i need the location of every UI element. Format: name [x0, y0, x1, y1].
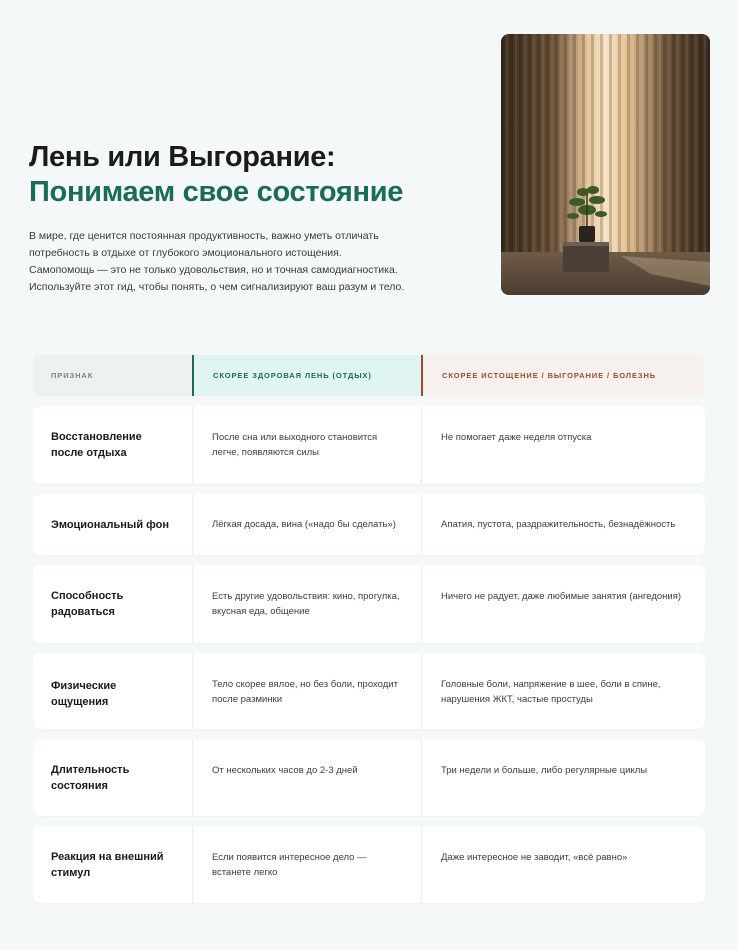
sign-cell: Восстановление после отдыха — [51, 431, 142, 459]
laziness-cell: От нескольких часов до 2-3 дней — [192, 739, 421, 816]
laziness-cell: Есть другие удовольствия: кино, прогулка, вкусная еда, общение — [192, 565, 421, 643]
sign-cell: Эмоциональный фон — [51, 518, 169, 531]
intro-line: Самопомощь — это не только удовольствия, но и точная самодиагностика. — [29, 264, 398, 276]
sign-cell: Физические ощущения — [51, 680, 117, 708]
laziness-cell: Лёгкая досада, вина («надо бы сделать») — [192, 494, 421, 555]
intro-paragraph — [29, 228, 429, 296]
page-subtitle: Понимаем свое состояние — [29, 176, 404, 208]
table-row — [33, 565, 705, 643]
column-header-burnout: СКОРЕЕ ИСТОЩЕНИЕ / ВЫГОРАНИЕ / БОЛЕЗНЬ — [421, 355, 705, 396]
table-row — [33, 406, 705, 484]
table-row — [33, 826, 705, 903]
laziness-cell: После сна или выходного становится легче, появляются силы — [192, 406, 421, 484]
burnout-cell: Три недели и больше, либо регулярные циклы — [421, 739, 705, 816]
page-title: Лень или Выгорание: — [29, 141, 336, 173]
sign-cell: Способность радоваться — [51, 590, 124, 618]
table-row — [33, 653, 705, 729]
hero-section — [0, 0, 738, 330]
column-header-laziness: СКОРЕЕ ЗДОРОВАЯ ЛЕНЬ (ОТДЫХ) — [192, 355, 421, 396]
burnout-cell: Не помогает даже неделя отпуска — [421, 406, 705, 484]
column-header-sign: ПРИЗНАК — [33, 355, 192, 396]
burnout-cell: Ничего не радует, даже любимые занятия (ангедония) — [421, 565, 705, 643]
table-row — [33, 739, 705, 816]
table-row — [33, 494, 705, 555]
laziness-cell: Тело скорее вялое, но без боли, проходит после разминки — [192, 653, 421, 729]
laziness-cell: Если появится интересное дело — встанете легко — [192, 826, 421, 903]
burnout-cell: Даже интересное не заводит, «всё равно» — [421, 826, 705, 903]
curtains-with-plant-icon — [501, 34, 710, 295]
intro-line: Используйте этот гид, чтобы понять, о чем сигнализируют ваш разум и тело. — [29, 281, 405, 293]
intro-line: В мире, где ценится постоянная продуктивность, важно уметь отличать — [29, 230, 379, 242]
burnout-cell: Головные боли, напряжение в шее, боли в спине, нарушения ЖКТ, частые простуды — [421, 653, 705, 729]
burnout-cell: Апатия, пустота, раздражительность, безнадёжность — [421, 494, 705, 555]
sign-cell: Реакция на внешний стимул — [51, 850, 164, 879]
intro-line: потребность в отдыхе от глубокого эмоционального истощения. — [29, 247, 342, 259]
sign-cell: Длительность состояния — [51, 763, 130, 792]
table-header — [33, 355, 705, 396]
